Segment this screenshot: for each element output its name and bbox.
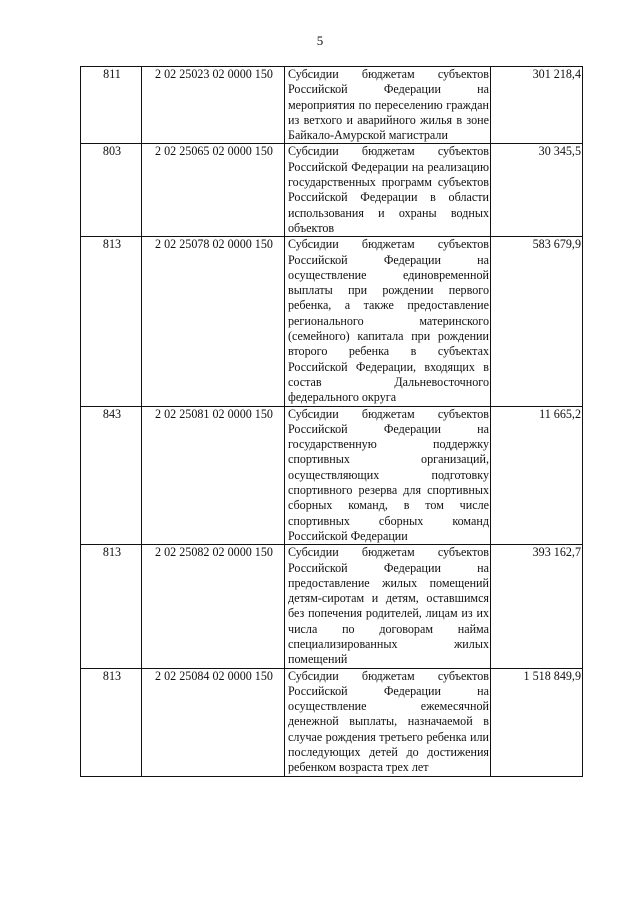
admin-code-cell: 813 bbox=[81, 545, 142, 668]
description-cell: Субсидии бюджетам субъектов Российской Федерации на мероприятия по переселению граждан из ветхого и аварийного жилья в зоне Байкало-Амурской магистрали bbox=[285, 67, 491, 144]
budget-code-cell: 2 02 25084 02 0000 150 bbox=[142, 668, 285, 776]
amount-cell: 1 518 849,9 bbox=[491, 668, 583, 776]
description-cell: Субсидии бюджетам субъектов Российской Федерации на реализацию государственных программ субъектов Российской Федерации в области использования и охраны водных объектов bbox=[285, 144, 491, 237]
budget-code-cell: 2 02 25078 02 0000 150 bbox=[142, 237, 285, 406]
amount-cell: 583 679,9 bbox=[491, 237, 583, 406]
description-cell: Субсидии бюджетам субъектов Российской Федерации на государственную поддержку спортивных организаций, осуществляющих подготовку спортивного резерва для спортивных сборных команд, в том числе спортивных сборных команд Российской Федерации bbox=[285, 406, 491, 545]
page-number: 5 bbox=[316, 33, 324, 48]
amount-cell: 30 345,5 bbox=[491, 144, 583, 237]
amount-cell: 301 218,4 bbox=[491, 67, 583, 144]
budget-code-cell: 2 02 25065 02 0000 150 bbox=[142, 144, 285, 237]
budget-revenue-table bbox=[80, 66, 583, 777]
amount-cell: 393 162,7 bbox=[491, 545, 583, 668]
description-cell: Субсидии бюджетам субъектов Российской Федерации на осуществление ежемесячной денежной выплаты, назначаемой в случае рождения третьего ребенка или последующих детей до достижения ребенком возраста трех лет bbox=[285, 668, 491, 776]
admin-code-cell: 803 bbox=[81, 144, 142, 237]
description-cell: Субсидии бюджетам субъектов Российской Федерации на осуществление единовременной выплаты при рождении первого ребенка, а также предоставление регионального материнского (семейного) капитала при рождении второго ребенка в субъектах Российской Федерации, входящих в состав Дальневосточного федерального округа bbox=[285, 237, 491, 406]
admin-code-cell: 813 bbox=[81, 668, 142, 776]
budget-code-cell: 2 02 25023 02 0000 150 bbox=[142, 67, 285, 144]
table-row bbox=[81, 237, 583, 406]
budget-code-cell: 2 02 25081 02 0000 150 bbox=[142, 406, 285, 545]
table-row bbox=[81, 144, 583, 237]
table-row bbox=[81, 668, 583, 776]
budget-code-cell: 2 02 25082 02 0000 150 bbox=[142, 545, 285, 668]
amount-cell: 11 665,2 bbox=[491, 406, 583, 545]
description-cell: Субсидии бюджетам субъектов Российской Федерации на предоставление жилых помещений детям-сиротам и детям, оставшимся без попечения родителей, лицам из их числа по договорам найма специализированных жилых помещений bbox=[285, 545, 491, 668]
admin-code-cell: 843 bbox=[81, 406, 142, 545]
admin-code-cell: 813 bbox=[81, 237, 142, 406]
table-row bbox=[81, 406, 583, 545]
table-row bbox=[81, 545, 583, 668]
table-row bbox=[81, 67, 583, 144]
admin-code-cell: 811 bbox=[81, 67, 142, 144]
